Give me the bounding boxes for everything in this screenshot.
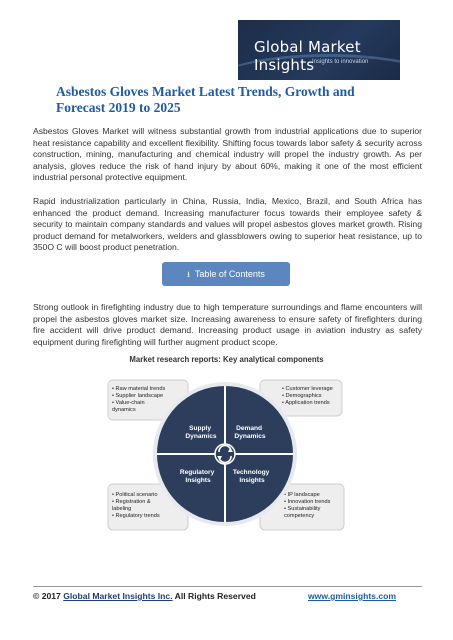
download-icon: ⭳ xyxy=(187,270,190,279)
analytical-components-diagram xyxy=(94,366,356,536)
svg-text:Demand Dynamics xyxy=(234,425,265,440)
supply-label-2: Dynamics xyxy=(185,433,217,440)
footer-copyright xyxy=(33,591,256,601)
copyright-year: © 2017 xyxy=(33,591,61,601)
demand-label-1: Demand xyxy=(236,425,263,432)
box-bl-line-2: • Registration & xyxy=(112,499,151,505)
cycle-icon-bg xyxy=(215,444,235,464)
website-link[interactable]: www.gminsights.com xyxy=(308,591,397,601)
box-bl-line-4: • Regulatory trends xyxy=(112,513,160,519)
box-br-line-1: • IP landscape xyxy=(284,492,320,498)
company-link[interactable]: Global Market Insights Inc. xyxy=(63,591,173,601)
svg-text:Supply Dynamics xyxy=(185,425,216,440)
box-tl-line-1: • Raw material trends xyxy=(112,386,166,392)
logo-tagline: Insights to innovation xyxy=(312,59,369,65)
figure-title: Market research reports: Key analytical components xyxy=(129,355,324,364)
box-br-line-4: competency xyxy=(284,513,315,519)
regulatory-label-2: Insights xyxy=(185,477,211,484)
box-tl-line-2: • Supplier landscape xyxy=(112,393,164,399)
paragraph-2: Rapid industrialization particularly in China, Russia, India, Mexico, Brazil, and South Africa has enhanced the product demand. Increasing manufacturer focus towards their employee safety & security to maintain company standards and values will propel asbestos gloves market growth. Rising product demand for metalworkers, welders and glassblowers owing to superior heat resistance, up to 350O C will boost product penetration. xyxy=(33,196,422,253)
table-of-contents-button[interactable] xyxy=(162,262,290,286)
box-br-line-2: • Innovation trends xyxy=(284,499,331,505)
supply-label-1: Supply xyxy=(189,425,212,432)
toc-button-label: Table of Contents xyxy=(194,269,265,279)
box-tr-line-3: • Application trends xyxy=(282,400,330,406)
company-logo xyxy=(238,20,400,80)
box-bl-line-3: labeling xyxy=(112,506,132,512)
rights-text: All Rights Reserved xyxy=(174,591,256,601)
paragraph-1: Asbestos Gloves Market will witness substantial growth from industrial applications due to superior heat resistance capability and excellent flexibility. Shifting focus towards labor safety & security across construction, mining, manufacturing and chemical industry will propel the industry growth. As per analysis, gloves reduce the risk of hand injury by about 60%, making it one of the most efficient industrial personal protective equipment. xyxy=(33,126,422,183)
paragraph-3: Strong outlook in firefighting industry due to high temperature surroundings and flame encounters will propel the asbestos gloves market size. Increasing awareness to ensure safety of firefighters during fire accident will drive product demand. Increasing product usage in aviation industry as safety equipment during firefighting will further augment product scope. xyxy=(33,302,422,347)
logo-name: Global Market Insights xyxy=(254,38,361,74)
page-title: Asbestos Gloves Market Latest Trends, Growth and Forecast 2019 to 2025 xyxy=(56,84,355,115)
footer-divider xyxy=(33,586,422,587)
regulatory-label-1: Regulatory xyxy=(179,469,215,476)
box-tl-line-3: • Value-chain xyxy=(112,400,145,406)
box-tl-line-4: dynamics xyxy=(112,407,136,413)
box-tr-line-1: • Customer leverage xyxy=(282,386,333,392)
box-br-line-3: • Sustainability xyxy=(284,506,321,512)
box-bl-line-1: • Political scenario xyxy=(112,492,158,498)
technology-label-1: Technology xyxy=(232,469,270,476)
demand-label-2: Dynamics xyxy=(234,433,266,440)
technology-label-2: Insights xyxy=(239,477,265,484)
box-tr-line-2: • Demographics xyxy=(282,393,322,399)
